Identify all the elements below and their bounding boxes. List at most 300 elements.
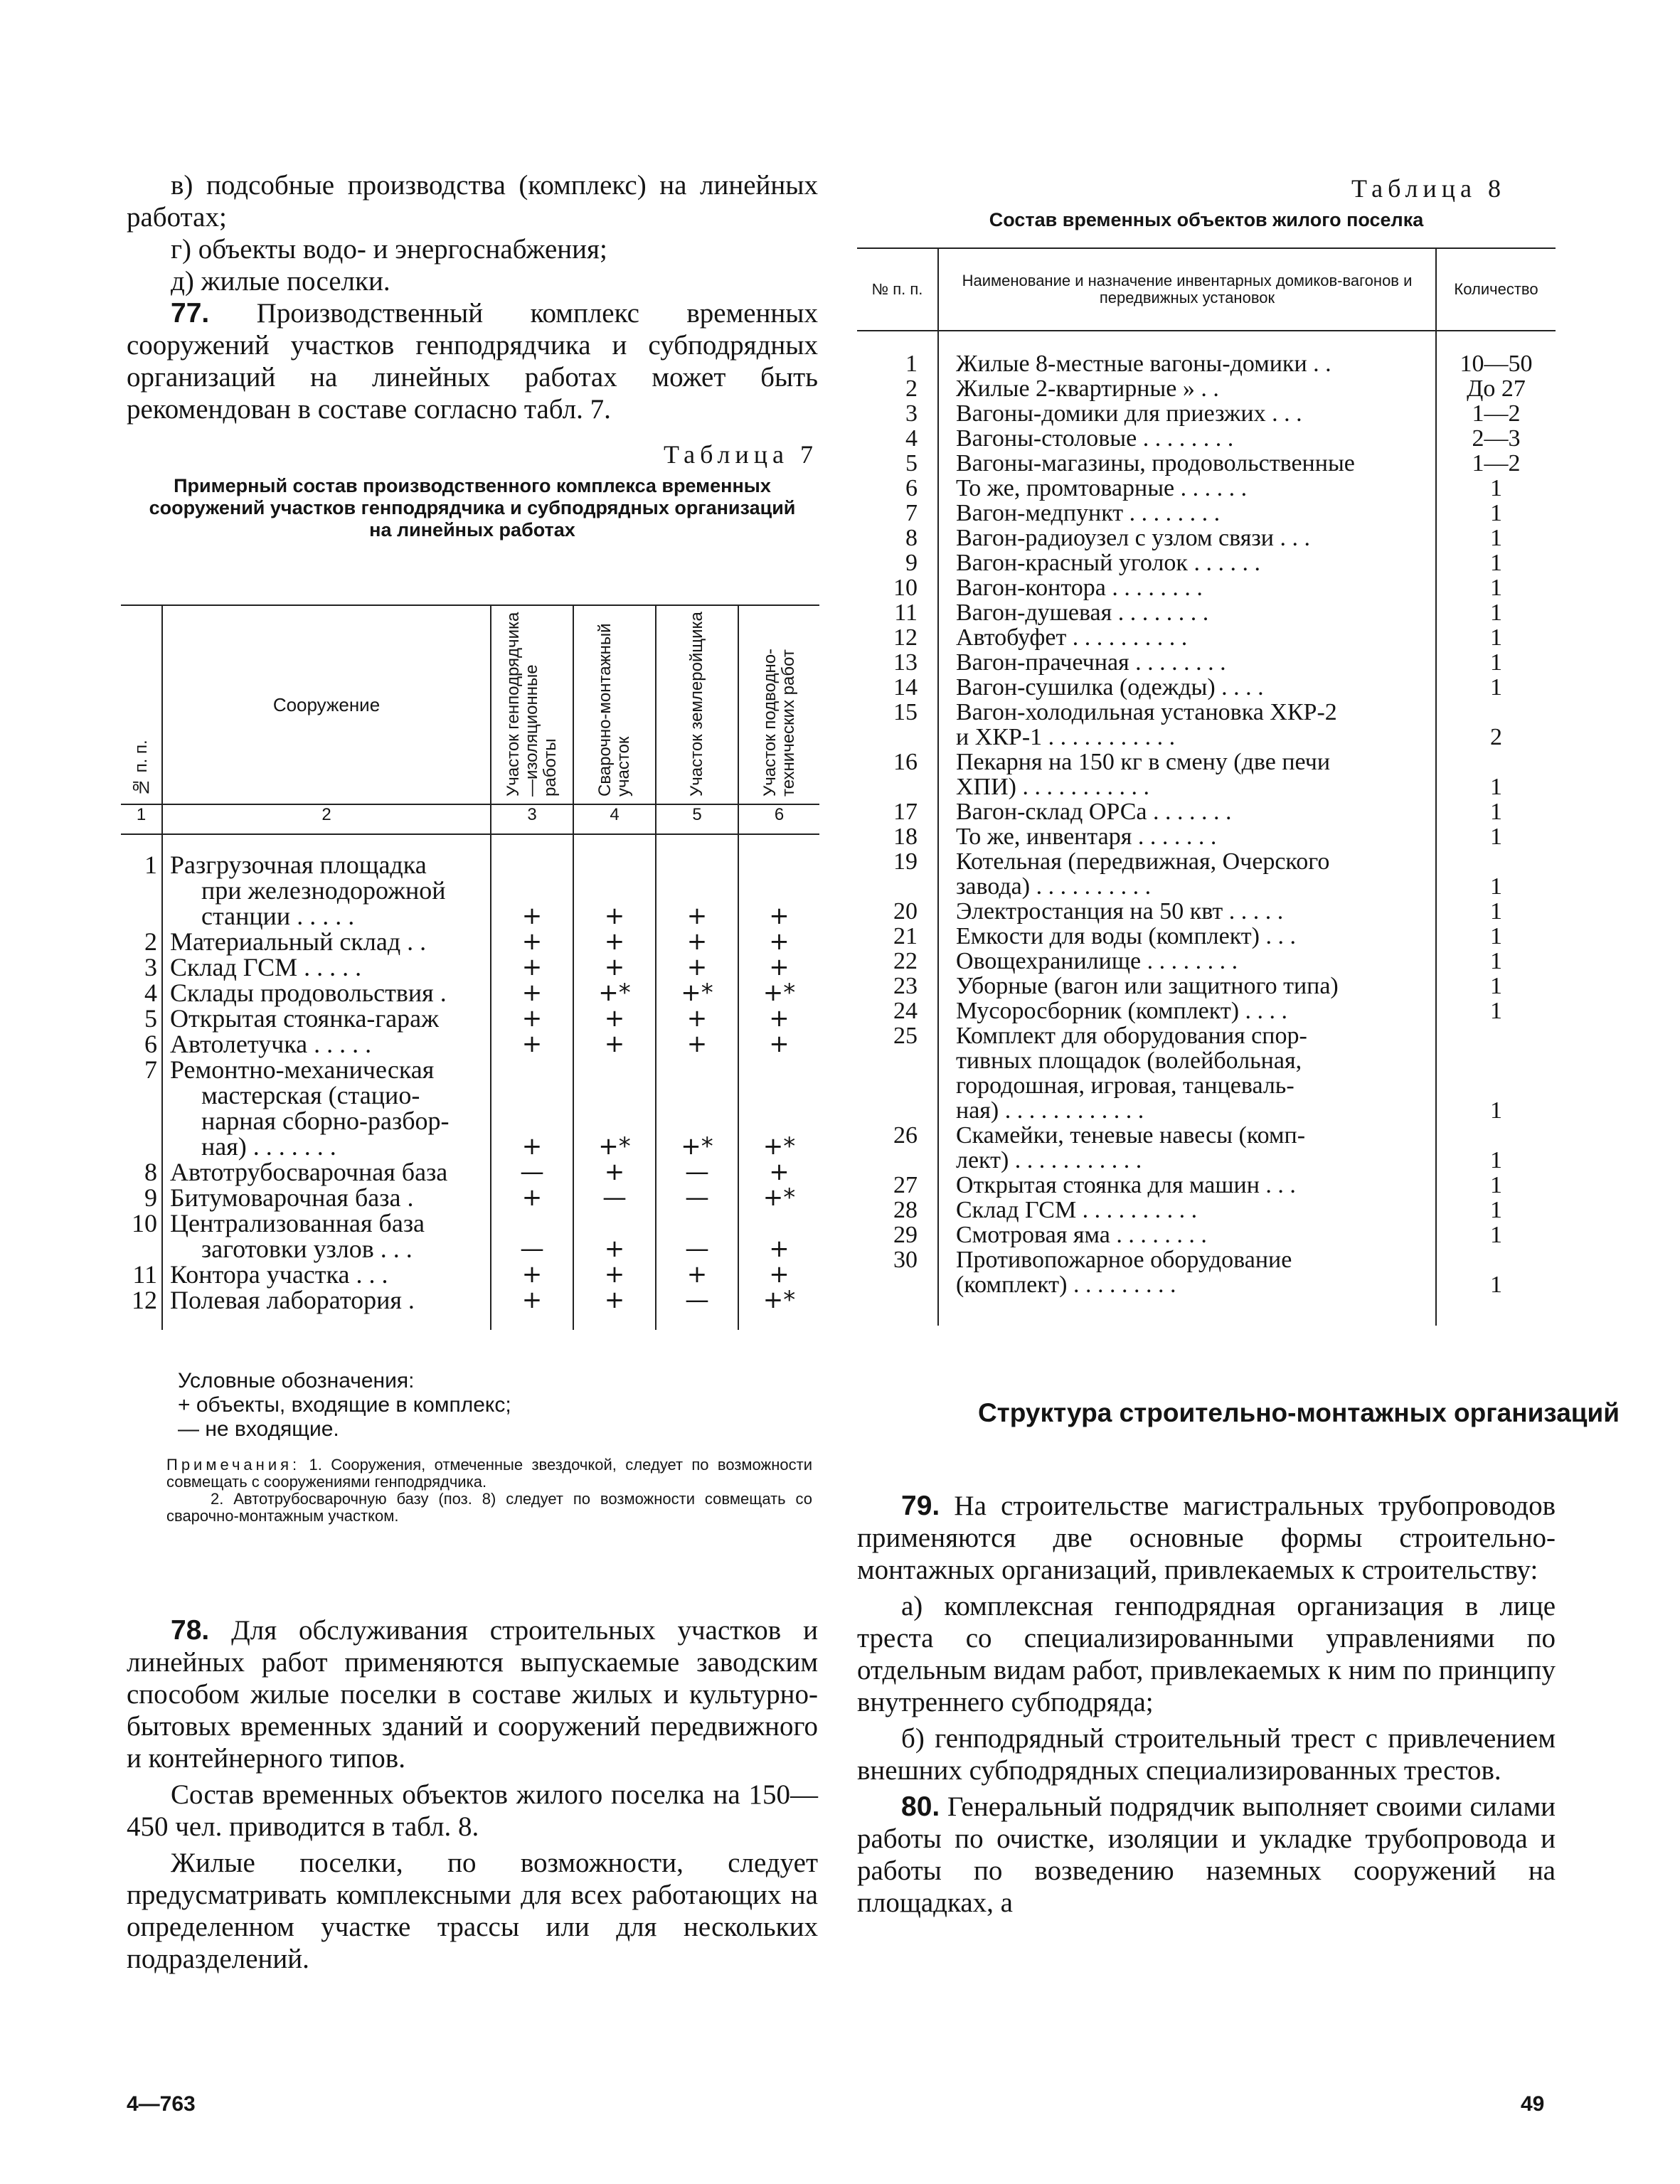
t8-row (857, 426, 1556, 451)
t7-row-name-line: Склад ГСМ . . . . . (170, 953, 362, 981)
t8-row (857, 351, 1556, 376)
t7-row-name-line: заготовки узлов . . . (201, 1235, 413, 1263)
t8-row-name-line: Вагоны-столовые . . . . . . . . (956, 425, 1234, 452)
t7-row-number: 11 (132, 1260, 157, 1289)
t8-row (857, 899, 1556, 924)
t8-header-num: № п. п. (857, 248, 938, 331)
t8-row-name (938, 1247, 1436, 1326)
t7-mark: + (491, 980, 573, 1006)
t7-mark: + (573, 954, 656, 980)
t8-row-number: 26 (893, 1122, 918, 1149)
t8-row-qty: 1 (1436, 1023, 1556, 1123)
t8-row (857, 650, 1556, 675)
t8-row-name-line: Электростанция на 50 квт . . . . . (956, 898, 1284, 925)
t8-row-name-line: Вагон-холодильная установка ХКР-2 (956, 699, 1337, 725)
t8-row-qty: 1 (1436, 476, 1556, 501)
t7-mark: + (738, 1006, 819, 1031)
t7-row (121, 929, 819, 954)
t8-row (857, 998, 1556, 1023)
t7-colnum: 4 (573, 804, 656, 834)
t8-row-number: 21 (893, 923, 918, 949)
t8-row-name (938, 1023, 1436, 1123)
t7-mark: + (573, 1287, 656, 1313)
t7-mark: + (573, 1031, 656, 1057)
t8-row-qty: 1 (1436, 849, 1556, 899)
t8-row-name-line: Вагон-радиоузел с узлом связи . . . (956, 525, 1310, 551)
t8-row-name-line: ная) . . . . . . . . . . . . (956, 1097, 1144, 1124)
t8-row-qty: 1 (1436, 526, 1556, 550)
t8-row-number: 15 (893, 699, 918, 725)
t8-row-name-line: Вагоны-домики для приезжих . . . (956, 400, 1302, 427)
t8-row-number: 18 (893, 824, 918, 850)
t7-legend (178, 1369, 511, 1442)
t8-row-number: 14 (893, 674, 918, 701)
right-column-text (857, 1490, 1556, 1919)
item-d: д) жилые поселки. (171, 266, 390, 297)
t7-row (121, 1159, 819, 1185)
t8-row-number: 7 (905, 500, 918, 526)
t7-mark: + (491, 1262, 573, 1287)
t7-row-name (162, 1185, 491, 1210)
t8-row (857, 526, 1556, 550)
t7-row (121, 954, 819, 980)
t8-row-number: 28 (893, 1197, 918, 1223)
paragraph-79-text: На строительстве магистральных трубопроводов применяются две основные формы строительно-монтажных организаций, привлекаемых к строительству: (857, 1491, 1556, 1585)
paragraph-78-text: Для обслуживания строительных участков и линейных работ применяются выпускаемые заводским способом жилые поселки в составе жилых и культурно-бытовых временных зданий и сооружений передвижного и контейнерного типов. (127, 1615, 818, 1774)
t7-row (121, 1057, 819, 1159)
t7-row-number: 9 (144, 1183, 157, 1212)
t7-row-name-line: Автолетучка . . . . . (170, 1030, 372, 1058)
t7-row (121, 852, 819, 929)
t7-colnum: 3 (491, 804, 573, 834)
t8-row-number: 5 (905, 450, 918, 476)
t7-mark: +* (738, 1185, 819, 1210)
t7-colnum: 5 (656, 804, 738, 834)
t8-row-name (938, 899, 1436, 924)
t8-row (857, 600, 1556, 625)
t8-row-number: 4 (905, 425, 918, 452)
t8-row-name-line: Вагон-медпункт . . . . . . . . (956, 500, 1221, 526)
t8-row-qty: 1 (1436, 550, 1556, 575)
t8-row (857, 550, 1556, 575)
t8-row-name-line: Комплект для оборудования спор- (956, 1023, 1307, 1049)
table7-title: Примерный состав производственного комплекса временных сооружений участков генподрядчика и субподрядных организаций на линейных работах (149, 475, 796, 540)
t8-row-name-line: Вагоны-магазины, продовольственные (956, 450, 1355, 476)
t8-row-qty: 2—3 (1436, 426, 1556, 451)
t8-row-name (938, 476, 1436, 501)
t8-row-qty: 1 (1436, 924, 1556, 949)
paragraph-78c: Жилые поселки, по возможности, следует предусматривать комплексными для всех работающих на определенном участке трассы или для нескольких подразделений. (127, 1848, 818, 1974)
table8 (857, 247, 1556, 1326)
t7-row-name (162, 1159, 491, 1185)
t7-mark: + (656, 1031, 738, 1057)
t7-row-number: 7 (144, 1055, 157, 1084)
t8-row-name-line: Открытая стоянка для машин . . . (956, 1172, 1296, 1198)
t8-row-name (938, 750, 1436, 799)
t8-row-name (938, 650, 1436, 675)
t8-row (857, 401, 1556, 426)
paragraph-79b: б) генподрядный строительный трест с привлечением внешних субподрядных специализированных трестов. (857, 1723, 1556, 1786)
t8-row-qty: 1 (1436, 675, 1556, 700)
t8-header-qty: Количество (1436, 248, 1556, 331)
t8-row-qty: 2 (1436, 700, 1556, 750)
t7-row-name-line: Битумоварочная база . (170, 1183, 414, 1212)
t7-column-numbers (121, 804, 819, 834)
t7-row-number: 4 (144, 979, 157, 1007)
t8-row-number: 12 (893, 624, 918, 651)
t8-row (857, 1023, 1556, 1123)
t8-header-name: Наименование и назначение инвентарных домиков-вагонов и передвижных установок (938, 248, 1436, 331)
t8-row (857, 501, 1556, 526)
t7-row-number: 1 (144, 851, 157, 879)
t7-mark: — (656, 1185, 738, 1210)
note-2: 2. Автотрубосварочную базу (поз. 8) следует по возможности совмещать со сварочно-монтажным участком. (166, 1490, 812, 1525)
t7-mark: + (573, 1159, 656, 1185)
t8-row-name-line: Вагон-склад ОРСа . . . . . . . (956, 799, 1232, 825)
t7-mark: + (656, 954, 738, 980)
t7-mark: + (491, 852, 573, 929)
item-v: в) подсобные производства (комплекс) на линейных работах; (127, 170, 818, 233)
t7-mark: — (491, 1159, 573, 1185)
paragraph-80-number: 80. (901, 1791, 940, 1822)
t8-row-number: 8 (905, 525, 918, 551)
page-number: 49 (1521, 2092, 1545, 2116)
t7-mark: + (491, 1031, 573, 1057)
table8-title: Состав временных объектов жилого поселка (989, 209, 1424, 230)
t7-row-name (162, 852, 491, 929)
t7-row-name-line: нарная сборно-разбор- (201, 1107, 450, 1135)
t7-row (121, 1006, 819, 1031)
t7-colnum: 6 (738, 804, 819, 834)
t8-row (857, 1173, 1556, 1198)
t8-row-name-line: Жилые 2-квартирные » . . (956, 375, 1219, 402)
t8-row-qty: 1 (1436, 1198, 1556, 1222)
t8-row-name (938, 824, 1436, 849)
t7-mark: — (656, 1210, 738, 1262)
t8-row-name (938, 799, 1436, 824)
t8-row-name (938, 1222, 1436, 1247)
t7-row (121, 980, 819, 1006)
t7-row (121, 1185, 819, 1210)
notes-label: Примечания: (166, 1456, 301, 1474)
t8-row (857, 1222, 1556, 1247)
t8-row (857, 376, 1556, 401)
t8-row-name (938, 401, 1436, 426)
paragraph-78-number: 78. (171, 1615, 210, 1646)
t8-row-qty: 1 (1436, 750, 1556, 799)
footer-signature: 4—763 (127, 2092, 196, 2116)
t7-mark: +* (573, 980, 656, 1006)
t8-row (857, 799, 1556, 824)
note-1: 1. Сооружения, отмеченные звездочкой, следует по возможности совмещать с сооружениями генподрядчика. (166, 1456, 812, 1491)
t7-mark: + (738, 1262, 819, 1287)
t8-row-qty: 1 (1436, 1247, 1556, 1326)
t7-row (121, 1287, 819, 1313)
paragraph-77-number: 77. (171, 298, 210, 329)
t8-row-qty: 1 (1436, 1222, 1556, 1247)
table7-caption: Таблица 7 (664, 440, 818, 469)
t7-row-name-line: ная) . . . . . . . (201, 1132, 336, 1161)
t8-row-name-line: городошная, игровая, танцеваль- (956, 1072, 1294, 1099)
t8-row-number: 9 (905, 550, 918, 576)
t8-row (857, 575, 1556, 600)
t8-row (857, 675, 1556, 700)
t8-row-name (938, 1173, 1436, 1198)
t8-row-name (938, 625, 1436, 650)
legend-plus: + объекты, входящие в комплекс; (178, 1393, 511, 1417)
t7-mark: + (656, 1006, 738, 1031)
t8-row-number: 3 (905, 400, 918, 427)
t8-row-number: 23 (893, 973, 918, 999)
t7-mark: + (491, 1185, 573, 1210)
t7-mark: +* (738, 1057, 819, 1159)
t7-row-name (162, 929, 491, 954)
paragraph-77-text: Производственный комплекс временных сооружений участков генподрядчика и субподрядных организаций на линейных работах может быть рекомендован в составе согласно табл. 7. (127, 298, 818, 425)
t7-row-number: 12 (132, 1286, 157, 1314)
t7-mark: + (573, 1262, 656, 1287)
t7-row-name (162, 1287, 491, 1313)
t8-row-name-line: Вагон-прачечная . . . . . . . . (956, 649, 1226, 676)
t8-row (857, 849, 1556, 899)
t8-row-name-line: Вагон-сушилка (одежды) . . . . (956, 674, 1264, 701)
table7 (121, 604, 819, 1330)
t7-mark: + (491, 1287, 573, 1313)
t8-row-number: 30 (893, 1247, 918, 1273)
t8-row-qty: 1—2 (1436, 451, 1556, 476)
t8-row-name-line: Склад ГСМ . . . . . . . . . . (956, 1197, 1198, 1223)
t8-row-name-line: Овощехранилище . . . . . . . . (956, 948, 1238, 974)
t8-row-name (938, 351, 1436, 376)
t8-row (857, 1123, 1556, 1173)
t8-row-number: 2 (905, 375, 918, 402)
t7-mark: + (573, 929, 656, 954)
t8-row (857, 700, 1556, 750)
t8-body (857, 351, 1556, 1326)
t7-mark: — (656, 1159, 738, 1185)
t8-row-name (938, 426, 1436, 451)
t8-row-qty: 1 (1436, 575, 1556, 600)
t7-header-num: № п. п. (131, 740, 151, 797)
t7-row-name-line: Склады продовольствия . (170, 979, 447, 1007)
t7-colnum: 1 (121, 804, 162, 834)
t8-row-name-line: Смотровая яма . . . . . . . . (956, 1222, 1207, 1248)
t7-row-name-line: при железнодорожной (201, 876, 446, 905)
t8-row-name (938, 949, 1436, 974)
t8-row-name-line: То же, промтоварные . . . . . . (956, 475, 1248, 501)
t8-row-qty: 10—50 (1436, 351, 1556, 376)
t7-mark: + (573, 1006, 656, 1031)
t7-mark: + (491, 929, 573, 954)
left-column-top (127, 169, 818, 541)
t8-row-qty: 1 (1436, 974, 1556, 998)
t7-mark: + (738, 929, 819, 954)
paragraph-79-number: 79. (901, 1491, 940, 1521)
t7-row-name-line: Полевая лаборатория . (170, 1286, 415, 1314)
t7-notes (166, 1456, 812, 1525)
t7-row (121, 1031, 819, 1057)
t8-row-name-line: Жилые 8-местные вагоны-домики . . (956, 351, 1331, 377)
t8-row-name-line: (комплект) . . . . . . . . . (956, 1272, 1176, 1298)
t7-mark: +* (573, 1057, 656, 1159)
t7-row-number: 8 (144, 1158, 157, 1186)
t8-row-qty: До 27 (1436, 376, 1556, 401)
t7-header-earth: Участок землеройщика (687, 612, 706, 797)
t7-header-genpodr: Участок генподрядчика—изоляционные работы (504, 612, 560, 797)
paragraph-78b: Состав временных объектов жилого поселка на 150—450 чел. приводится в табл. 8. (127, 1779, 818, 1842)
t7-mark: + (738, 852, 819, 929)
t7-mark: + (738, 1210, 819, 1262)
t7-row-name-line: Контора участка . . . (170, 1260, 388, 1289)
t8-row-name (938, 550, 1436, 575)
t7-row (121, 1262, 819, 1287)
t8-row (857, 451, 1556, 476)
t8-row-name-line: Котельная (передвижная, Очерского (956, 848, 1330, 875)
t8-row-qty: 1 (1436, 799, 1556, 824)
t7-row-name-line: Ремонтно-механическая (170, 1055, 435, 1084)
t8-row-qty: 1 (1436, 600, 1556, 625)
t7-mark: + (573, 852, 656, 929)
t8-row (857, 750, 1556, 799)
t7-mark: + (656, 929, 738, 954)
t8-row-number: 24 (893, 998, 918, 1024)
t7-row-name (162, 1262, 491, 1287)
t7-mark: — (573, 1185, 656, 1210)
t7-row-number: 10 (132, 1209, 157, 1237)
t8-row-name-line: Мусоросборник (комплект) . . . . (956, 998, 1288, 1024)
t8-row-qty: 1 (1436, 949, 1556, 974)
t7-row-name (162, 980, 491, 1006)
t8-row-qty: 1 (1436, 650, 1556, 675)
t7-row-name (162, 1210, 491, 1262)
t7-mark: — (491, 1210, 573, 1262)
t7-mark: — (656, 1287, 738, 1313)
table8-caption: Таблица 8 (1351, 174, 1506, 203)
legend-dash: — не входящие. (178, 1417, 339, 1441)
t7-row-number: 3 (144, 953, 157, 981)
t8-row-qty: 1 (1436, 899, 1556, 924)
t7-colnum: 2 (162, 804, 491, 834)
t8-row-name-line: Автобуфет . . . . . . . . . . (956, 624, 1188, 651)
t8-row-number: 1 (905, 351, 918, 377)
t8-row-qty: 1 (1436, 625, 1556, 650)
t7-row-number: 2 (144, 927, 157, 956)
t8-row-name (938, 1198, 1436, 1222)
t7-mark: + (738, 1159, 819, 1185)
t7-row-name-line: мастерская (стацио- (201, 1081, 420, 1109)
t8-row-name-line: Пекарня на 150 кг в смену (две печи (956, 749, 1331, 775)
t8-row-name-line: Вагон-душевая . . . . . . . . (956, 600, 1209, 626)
t7-row-number: 5 (144, 1004, 157, 1033)
paragraph-77 (127, 297, 818, 425)
t8-row-number: 20 (893, 898, 918, 925)
t7-row-name (162, 954, 491, 980)
t8-row-name (938, 974, 1436, 998)
t7-mark: + (738, 954, 819, 980)
t7-row-name-line: Разгрузочная площадка (170, 851, 427, 879)
item-g: г) объекты водо- и энергоснабжения; (171, 234, 607, 265)
t8-row-number: 6 (905, 475, 918, 501)
t8-row (857, 476, 1556, 501)
t7-mark: + (573, 1210, 656, 1262)
t8-row-name (938, 600, 1436, 625)
t8-row-name-line: Скамейки, теневые навесы (комп- (956, 1122, 1306, 1149)
t7-header-underwater: Участок подводно-технических работ (760, 648, 798, 797)
t8-row-number: 10 (893, 575, 918, 601)
t7-header-welding: Сварочно-монтажный участок (595, 623, 633, 797)
left-column-bottom (127, 1614, 818, 1975)
t8-row-name-line: Вагон-красный уголок . . . . . . (956, 550, 1260, 576)
t7-row-name (162, 1006, 491, 1031)
t8-row-name (938, 575, 1436, 600)
t8-row-name-line: завода) . . . . . . . . . . (956, 873, 1152, 900)
t8-row-number: 29 (893, 1222, 918, 1248)
t8-row-name-line: тивных площадок (волейбольная, (956, 1048, 1302, 1074)
t7-row-name-line: Автотрубосварочная база (170, 1158, 448, 1186)
t7-mark: +* (738, 980, 819, 1006)
t7-row-name-line: станции . . . . . (201, 902, 355, 930)
t7-body (121, 852, 819, 1313)
t7-mark: + (656, 852, 738, 929)
t7-header-name: Сооружение (162, 605, 491, 804)
t7-row-name (162, 1057, 491, 1159)
t8-row-qty: 1 (1436, 501, 1556, 526)
paragraph-78 (127, 1614, 818, 1774)
t8-row-name (938, 998, 1436, 1023)
t7-mark: + (491, 1006, 573, 1031)
paragraph-79 (857, 1490, 1556, 1586)
t8-row-qty: 1 (1436, 1123, 1556, 1173)
t8-row-number: 22 (893, 948, 918, 974)
legend-title: Условные обозначения: (178, 1369, 415, 1392)
t8-row-name-line: лект) . . . . . . . . . . . (956, 1147, 1142, 1173)
t8-row-name (938, 849, 1436, 899)
t8-row-name (938, 700, 1436, 750)
section-title: Структура строительно-монтажных организаций (977, 1398, 1620, 1427)
t8-row-number: 17 (893, 799, 918, 825)
t8-row-name-line: Противопожарное оборудование (956, 1247, 1292, 1273)
t8-row-qty: 1 (1436, 1173, 1556, 1198)
t7-mark: +* (656, 1057, 738, 1159)
t7-row-name (162, 1031, 491, 1057)
t8-row-number: 13 (893, 649, 918, 676)
t7-mark: +* (656, 980, 738, 1006)
t8-row (857, 1198, 1556, 1222)
t8-row (857, 924, 1556, 949)
t8-row-name-line: и ХКР-1 . . . . . . . . . . . (956, 724, 1176, 750)
t7-row-name-line: Открытая стоянка-гараж (170, 1004, 439, 1033)
t7-row-number: 6 (144, 1030, 157, 1058)
paragraph-80-text: Генеральный подрядчик выполняет своими силами работы по очистке, изоляции и укладке трубопровода и работы по возведению наземных сооружений на площадках, а (857, 1791, 1556, 1918)
t7-mark: +* (738, 1287, 819, 1313)
t7-row-name-line: Материальный склад . . (170, 927, 427, 956)
t7-mark: + (491, 954, 573, 980)
paragraph-80 (857, 1791, 1556, 1919)
t8-row-name (938, 526, 1436, 550)
t8-row-name-line: Емкости для воды (комплект) . . . (956, 923, 1296, 949)
t8-row-number: 16 (893, 749, 918, 775)
t7-mark: + (491, 1057, 573, 1159)
t8-row-name-line: Уборные (вагон или защитного типа) (956, 973, 1339, 999)
t8-row-name-line: ХПИ) . . . . . . . . . . . (956, 774, 1149, 800)
t8-row-number: 11 (894, 600, 918, 626)
paragraph-79a: а) комплексная генподрядная организация в лице треста со специализированными управлениями по отдельным видам работ, привлекаемых к ним по принципу внутреннего субподряда; (857, 1591, 1556, 1717)
t8-row (857, 625, 1556, 650)
t8-row-name (938, 924, 1436, 949)
t8-row-name (938, 675, 1436, 700)
t8-row (857, 824, 1556, 849)
t8-row-number: 25 (893, 1023, 918, 1049)
t8-row-qty: 1 (1436, 998, 1556, 1023)
